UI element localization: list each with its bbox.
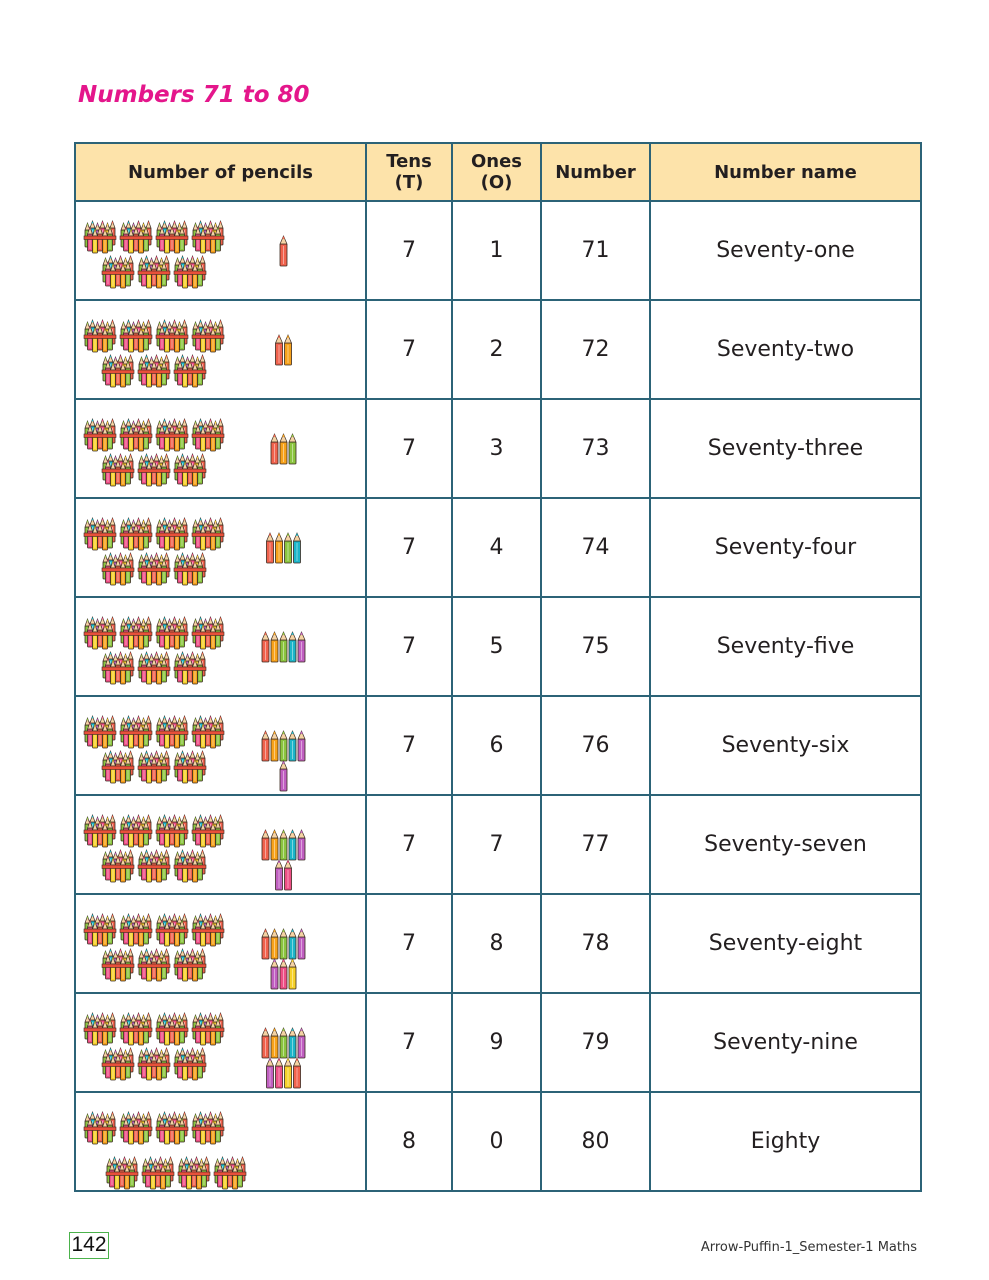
table-row <box>75 993 921 1092</box>
header-ones-label: Ones <box>470 151 523 172</box>
number-name-cell: Seventy-eight <box>650 894 921 993</box>
pencil-bundle-icon <box>84 221 116 253</box>
number-name-cell: Seventy-two <box>650 300 921 399</box>
pencil-bundle-icon <box>120 815 152 847</box>
pencil-bundle-icon <box>174 553 206 585</box>
pencil-bundle-icon <box>84 815 116 847</box>
loose-pencil-icon <box>280 731 287 761</box>
number-cell: 72 <box>541 300 650 399</box>
pencils-illustration <box>76 598 365 695</box>
loose-pencil-icon <box>289 632 296 662</box>
loose-pencil-icon <box>285 335 292 365</box>
pencils-illustration <box>76 697 365 794</box>
loose-pencil-icon <box>271 929 278 959</box>
pencil-bundle-icon <box>174 1048 206 1080</box>
pencils-cell <box>75 795 366 894</box>
loose-pencil-icon <box>289 731 296 761</box>
pencil-bundle-icon <box>138 751 170 783</box>
table-row <box>75 498 921 597</box>
pencils-illustration <box>76 499 365 596</box>
table-row <box>75 201 921 300</box>
pencil-bundle-icon <box>156 320 188 352</box>
pencils-cell <box>75 300 366 399</box>
pencil-bundle-icon <box>156 1013 188 1045</box>
loose-pencil-icon <box>294 533 301 563</box>
pencil-bundle-icon <box>102 553 134 585</box>
pencils-illustration <box>76 895 365 992</box>
header-tens <box>366 143 452 201</box>
loose-pencil-icon <box>271 632 278 662</box>
tens-cell: 7 <box>366 300 452 399</box>
number-cell: 73 <box>541 399 650 498</box>
tens-cell: 7 <box>366 399 452 498</box>
loose-pencil-icon <box>280 632 287 662</box>
pencils-cell <box>75 498 366 597</box>
pencil-bundle-icon <box>138 355 170 387</box>
pencil-bundle-icon <box>84 320 116 352</box>
tens-cell: 7 <box>366 597 452 696</box>
pencil-bundle-icon <box>192 320 224 352</box>
pencil-bundle-icon <box>138 850 170 882</box>
pencils-cell <box>75 1092 366 1191</box>
pencil-bundle-icon <box>120 419 152 451</box>
pencils-cell <box>75 894 366 993</box>
number-cell: 76 <box>541 696 650 795</box>
number-name-cell: Seventy-one <box>650 201 921 300</box>
ones-cell: 3 <box>452 399 541 498</box>
loose-pencil-icon <box>262 830 269 860</box>
pencil-bundle-icon <box>84 617 116 649</box>
table-row <box>75 795 921 894</box>
pencil-bundle-icon <box>138 256 170 288</box>
pencil-bundle-icon <box>214 1157 246 1189</box>
loose-pencil-icon <box>298 632 305 662</box>
loose-pencil-icon <box>262 929 269 959</box>
loose-pencil-icon <box>276 533 283 563</box>
tens-cell: 8 <box>366 1092 452 1191</box>
number-name-cell: Seventy-four <box>650 498 921 597</box>
pencil-bundle-icon <box>138 1048 170 1080</box>
loose-pencil-icon <box>276 860 283 890</box>
pencil-bundle-icon <box>192 716 224 748</box>
pencils-cell <box>75 993 366 1092</box>
header-number-name: Number name <box>650 143 921 201</box>
loose-pencil-icon <box>289 830 296 860</box>
pencil-bundle-icon <box>192 815 224 847</box>
table-header-row <box>75 143 921 201</box>
pencils-illustration <box>76 1093 365 1190</box>
loose-pencil-icon <box>289 1028 296 1058</box>
pencil-bundle-icon <box>120 1112 152 1144</box>
tens-cell: 7 <box>366 498 452 597</box>
number-cell: 77 <box>541 795 650 894</box>
pencil-bundle-icon <box>102 751 134 783</box>
pencil-bundle-icon <box>192 518 224 550</box>
pencils-cell <box>75 399 366 498</box>
pencils-illustration <box>76 202 365 299</box>
number-name-cell: Seventy-five <box>650 597 921 696</box>
number-name-cell: Seventy-six <box>650 696 921 795</box>
pencil-bundle-icon <box>138 652 170 684</box>
pencil-bundle-icon <box>174 256 206 288</box>
pencil-bundle-icon <box>156 815 188 847</box>
pencil-bundle-icon <box>138 949 170 981</box>
pencil-bundle-icon <box>102 256 134 288</box>
ones-cell: 2 <box>452 300 541 399</box>
pencil-bundle-icon <box>102 355 134 387</box>
pencil-bundle-icon <box>174 355 206 387</box>
page-title: Numbers 71 to 80 <box>78 82 310 108</box>
pencils-cell <box>75 201 366 300</box>
loose-pencil-icon <box>289 434 296 464</box>
number-name-cell: Seventy-three <box>650 399 921 498</box>
loose-pencil-icon <box>285 860 292 890</box>
table-row <box>75 300 921 399</box>
loose-pencil-icon <box>298 1028 305 1058</box>
table-row <box>75 399 921 498</box>
loose-pencil-icon <box>285 1058 292 1088</box>
loose-pencil-icon <box>280 959 287 989</box>
pencil-bundle-icon <box>84 419 116 451</box>
tens-cell: 7 <box>366 993 452 1092</box>
pencil-bundle-icon <box>156 221 188 253</box>
pencil-bundle-icon <box>102 454 134 486</box>
loose-pencil-icon <box>271 731 278 761</box>
header-tens-abbrev: (T) <box>394 172 424 193</box>
tens-cell: 7 <box>366 795 452 894</box>
pencil-bundle-icon <box>102 1048 134 1080</box>
pencil-bundle-icon <box>192 1013 224 1045</box>
loose-pencil-icon <box>267 1058 274 1088</box>
number-name-cell: Seventy-seven <box>650 795 921 894</box>
pencils-illustration <box>76 400 365 497</box>
pencil-bundle-icon <box>120 320 152 352</box>
header-pencils: Number of pencils <box>75 143 366 201</box>
pencil-bundle-icon <box>174 751 206 783</box>
loose-pencil-icon <box>271 959 278 989</box>
table-row <box>75 1092 921 1191</box>
pencil-bundle-icon <box>156 518 188 550</box>
ones-cell: 9 <box>452 993 541 1092</box>
number-cell: 75 <box>541 597 650 696</box>
pencil-bundle-icon <box>174 850 206 882</box>
pencil-bundle-icon <box>156 419 188 451</box>
pencil-bundle-icon <box>174 949 206 981</box>
pencil-bundle-icon <box>84 1013 116 1045</box>
pencil-bundle-icon <box>120 1013 152 1045</box>
table-row <box>75 894 921 993</box>
pencil-bundle-icon <box>156 716 188 748</box>
loose-pencil-icon <box>294 1058 301 1088</box>
book-footer: Arrow-Puffin-1_Semester-1 Maths <box>700 1240 917 1255</box>
ones-cell: 1 <box>452 201 541 300</box>
ones-cell: 4 <box>452 498 541 597</box>
number-cell: 79 <box>541 993 650 1092</box>
header-ones <box>452 143 541 201</box>
loose-pencil-icon <box>280 434 287 464</box>
pencil-bundle-icon <box>120 221 152 253</box>
loose-pencil-icon <box>276 335 283 365</box>
pencil-bundle-icon <box>156 617 188 649</box>
pencils-illustration <box>76 796 365 893</box>
loose-pencil-icon <box>280 1028 287 1058</box>
pencil-bundle-icon <box>192 419 224 451</box>
pencils-cell <box>75 597 366 696</box>
loose-pencil-icon <box>271 1028 278 1058</box>
loose-pencil-icon <box>298 830 305 860</box>
pencil-bundle-icon <box>106 1157 138 1189</box>
pencil-bundle-icon <box>192 1112 224 1144</box>
loose-pencil-icon <box>267 533 274 563</box>
loose-pencil-icon <box>262 1028 269 1058</box>
ones-cell: 6 <box>452 696 541 795</box>
tens-cell: 7 <box>366 696 452 795</box>
pencil-bundle-icon <box>174 454 206 486</box>
loose-pencil-icon <box>280 761 287 791</box>
loose-pencil-icon <box>285 533 292 563</box>
pencil-bundle-icon <box>84 914 116 946</box>
ones-cell: 0 <box>452 1092 541 1191</box>
pencil-bundle-icon <box>84 518 116 550</box>
pencil-bundle-icon <box>84 1112 116 1144</box>
pencil-bundle-icon <box>120 914 152 946</box>
header-number: Number <box>541 143 650 201</box>
loose-pencil-icon <box>262 731 269 761</box>
pencil-bundle-icon <box>102 652 134 684</box>
pencil-bundle-icon <box>142 1157 174 1189</box>
pencil-bundle-icon <box>102 949 134 981</box>
ones-cell: 8 <box>452 894 541 993</box>
loose-pencil-icon <box>276 1058 283 1088</box>
pencil-bundle-icon <box>120 617 152 649</box>
loose-pencil-icon <box>280 929 287 959</box>
header-ones-abbrev: (O) <box>480 172 513 193</box>
number-cell: 80 <box>541 1092 650 1191</box>
number-name-cell: Seventy-nine <box>650 993 921 1092</box>
number-cell: 71 <box>541 201 650 300</box>
pencil-bundle-icon <box>102 850 134 882</box>
loose-pencil-icon <box>289 959 296 989</box>
pencil-bundle-icon <box>156 1112 188 1144</box>
number-name-cell: Eighty <box>650 1092 921 1191</box>
loose-pencil-icon <box>298 731 305 761</box>
pencils-illustration <box>76 301 365 398</box>
pencil-bundle-icon <box>192 221 224 253</box>
ones-cell: 5 <box>452 597 541 696</box>
loose-pencil-icon <box>271 830 278 860</box>
page-number: 142 <box>69 1232 109 1259</box>
loose-pencil-icon <box>289 929 296 959</box>
pencil-bundle-icon <box>138 553 170 585</box>
loose-pencil-icon <box>280 830 287 860</box>
numbers-table <box>74 142 922 1192</box>
tens-cell: 7 <box>366 201 452 300</box>
pencil-bundle-icon <box>120 716 152 748</box>
pencil-bundle-icon <box>156 914 188 946</box>
table-row <box>75 597 921 696</box>
loose-pencil-icon <box>271 434 278 464</box>
pencil-bundle-icon <box>84 716 116 748</box>
table-body <box>75 201 921 1191</box>
pencils-cell <box>75 696 366 795</box>
pencil-bundle-icon <box>192 617 224 649</box>
tens-cell: 7 <box>366 894 452 993</box>
loose-pencil-icon <box>262 632 269 662</box>
loose-pencil-icon <box>280 236 287 266</box>
loose-pencil-icon <box>298 929 305 959</box>
pencils-illustration <box>76 994 365 1091</box>
pencil-bundle-icon <box>138 454 170 486</box>
pencil-bundle-icon <box>174 652 206 684</box>
header-tens-label: Tens <box>386 151 432 172</box>
pencil-bundle-icon <box>178 1157 210 1189</box>
ones-cell: 7 <box>452 795 541 894</box>
pencil-bundle-icon <box>120 518 152 550</box>
pencil-bundle-icon <box>192 914 224 946</box>
number-cell: 74 <box>541 498 650 597</box>
number-cell: 78 <box>541 894 650 993</box>
table-row <box>75 696 921 795</box>
